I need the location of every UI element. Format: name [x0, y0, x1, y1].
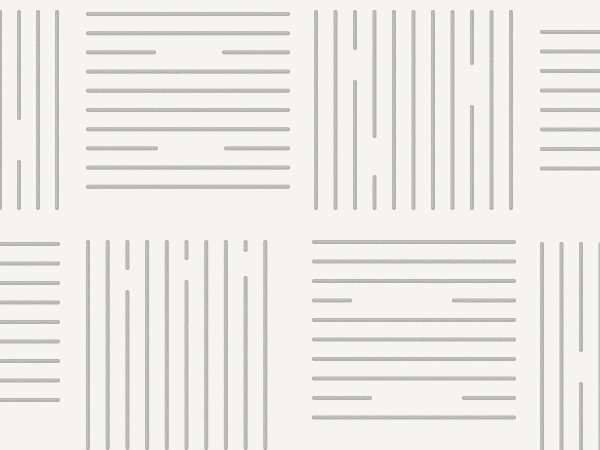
vertical-stripe-sheen [334, 12, 335, 208]
horizontal-stripe-sheen [0, 321, 58, 322]
horizontal-stripe-sheen [542, 70, 600, 71]
vertical-stripe-sheen [373, 12, 374, 136]
horizontal-stripe-sheen [542, 148, 600, 149]
vertical-stripe-sheen [315, 12, 316, 208]
horizontal-stripe-sheen [314, 241, 514, 242]
vertical-stripe-sheen [541, 244, 542, 450]
horizontal-stripe [86, 166, 290, 170]
horizontal-stripe-sheen [542, 109, 600, 110]
vertical-stripe-sheen [56, 12, 57, 208]
horizontal-stripe-sheen [542, 167, 600, 168]
horizontal-stripe-sheen [88, 70, 288, 71]
horizontal-stripe-sheen [542, 50, 600, 51]
vertical-stripe-sheen [432, 12, 433, 208]
vertical-stripe-sheen [264, 242, 265, 448]
horizontal-stripe-sheen [542, 128, 600, 129]
horizontal-stripe-sheen [0, 360, 58, 361]
horizontal-stripe-sheen [314, 299, 350, 300]
vertical-stripe [0, 10, 2, 210]
vertical-stripe-sheen [471, 107, 472, 208]
vertical-stripe-sheen [244, 242, 245, 250]
horizontal-stripe-sheen [454, 299, 514, 300]
horizontal-stripe-sheen [0, 301, 58, 302]
vertical-stripe-sheen [412, 12, 413, 208]
horizontal-stripe-sheen [542, 89, 600, 90]
horizontal-stripe-sheen [0, 399, 58, 400]
horizontal-stripe-sheen [314, 416, 514, 417]
vertical-stripe-sheen [580, 384, 581, 450]
horizontal-stripe-sheen [314, 280, 514, 281]
vertical-stripe-sheen [166, 242, 167, 448]
vertical-stripe-sheen [18, 162, 19, 208]
vertical-stripe-sheen [373, 177, 374, 208]
horizontal-stripe-sheen [224, 51, 288, 52]
vertical-stripe-sheen [451, 12, 452, 208]
horizontal-stripe-sheen [0, 340, 58, 341]
horizontal-stripe-sheen [88, 109, 288, 110]
horizontal-stripe-sheen [226, 147, 288, 148]
vertical-stripe-sheen [580, 244, 581, 350]
vertical-stripe-sheen [185, 282, 186, 448]
vertical-stripe-sheen [126, 292, 127, 448]
horizontal-stripe-sheen [314, 377, 514, 378]
vertical-stripe [244, 276, 248, 450]
horizontal-stripe-sheen [0, 282, 58, 283]
vertical-stripe-sheen [471, 12, 472, 63]
vertical-stripe-sheen [126, 242, 127, 268]
horizontal-stripe-sheen [88, 51, 154, 52]
vertical-stripe-sheen [37, 12, 38, 208]
vertical-stripe-sheen [354, 82, 355, 208]
horizontal-stripe-sheen [0, 243, 58, 244]
horizontal-stripe-sheen [88, 32, 288, 33]
vertical-stripe-sheen [225, 242, 226, 448]
horizontal-stripe-sheen [314, 260, 514, 261]
horizontal-stripe-sheen [0, 379, 58, 380]
horizontal-stripe-sheen [0, 262, 58, 263]
horizontal-stripe-sheen [88, 166, 288, 167]
vertical-stripe [145, 240, 149, 450]
horizontal-stripe-sheen [314, 319, 514, 320]
horizontal-stripe-sheen [88, 90, 288, 91]
vertical-stripe-sheen [185, 242, 186, 258]
horizontal-stripe-sheen [314, 338, 514, 339]
vertical-stripe-sheen [87, 242, 88, 448]
horizontal-stripe-sheen [314, 397, 370, 398]
vertical-stripe-sheen [205, 242, 206, 448]
horizontal-stripe-sheen [88, 128, 288, 129]
horizontal-stripe-sheen [88, 13, 288, 14]
vertical-stripe-sheen [244, 278, 245, 448]
vertical-stripe-sheen [510, 12, 511, 208]
vertical-stripe-sheen [107, 242, 108, 448]
vertical-stripe-sheen [560, 244, 561, 450]
horizontal-stripe-sheen [314, 358, 514, 359]
vertical-stripe-sheen [354, 12, 355, 48]
horizontal-stripe-sheen [542, 31, 600, 32]
vertical-stripe-sheen [18, 12, 19, 118]
vertical-stripe-sheen [490, 12, 491, 208]
horizontal-stripe [86, 89, 290, 93]
horizontal-stripe-sheen [464, 397, 514, 398]
vertical-stripe-sheen [146, 242, 147, 448]
horizontal-stripe-sheen [88, 147, 156, 148]
horizontal-stripe-sheen [88, 186, 288, 187]
vertical-stripe [244, 240, 248, 252]
vertical-stripe-sheen [393, 12, 394, 208]
